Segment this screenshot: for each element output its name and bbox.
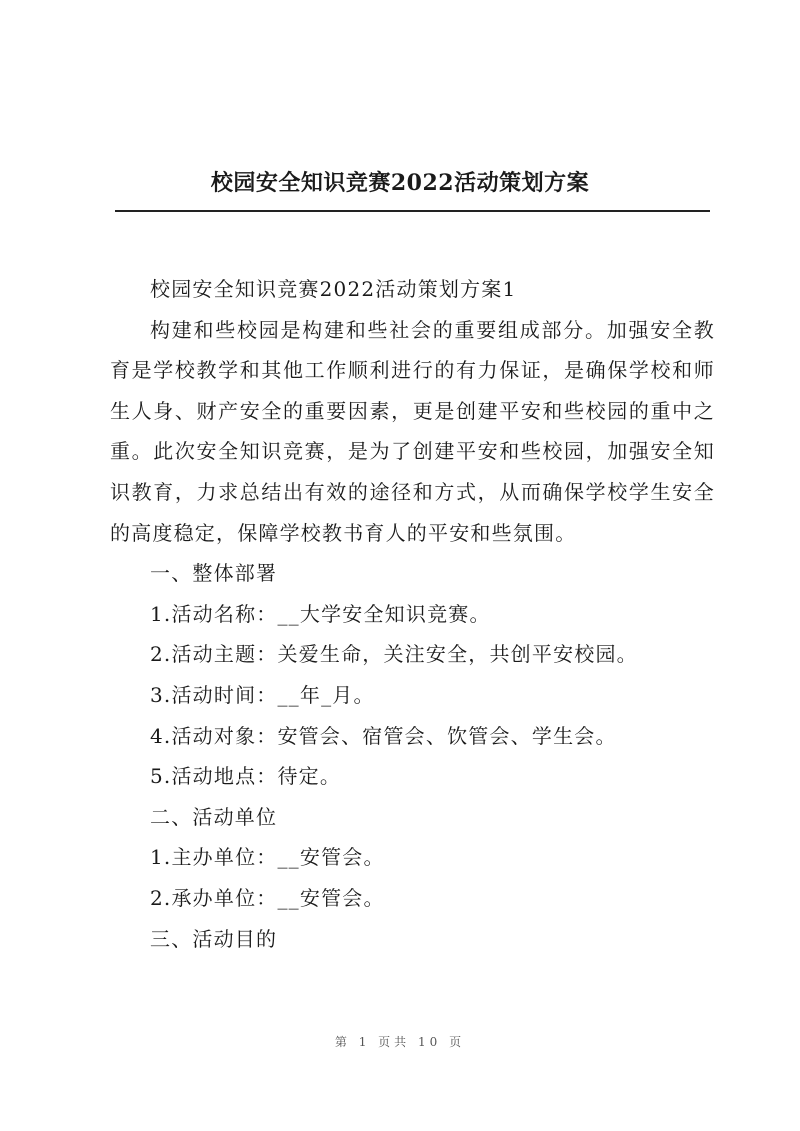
section-heading: 一、整体部署 [150,561,278,586]
list-item: 4.活动对象：安管会、宿管会、饮管会、学生会。 [150,723,617,748]
list-item: 5.活动地点：待定。 [150,764,342,789]
page-number-footer: 第 1 页共 10 页 [334,1035,466,1049]
title-underline [115,210,710,212]
list-item: 3.活动时间：__年_月。 [150,682,375,707]
intro-paragraph: 构建和些校园是构建和些社会的重要组成部分。加强安全教育是学校教学和其他工作顺利进行的有力保证，是确保学校和师生人身、财产安全的重要因素，更是创建平安和些校园的重中之重。此次安全知识竞赛，是为了创建平安和些校园，加强安全知识教育，力求总结出有效的途径和方式，从而确保学校学生安全的高度稳定，保障学校教书育人的平安和些氛围。 [110,317,715,545]
list-item: 2.活动主题：关爱生命，关注安全，共创平安校园。 [150,642,638,667]
section-heading: 二、活动单位 [150,804,278,829]
section-heading: 三、活动目的 [150,926,278,951]
document-title: 校园安全知识竞赛2022活动策划方案 [210,170,590,196]
document-body [110,269,715,959]
list-item: 1.主办单位：__安管会。 [150,845,385,870]
section-heading: 校园安全知识竞赛2022活动策划方案1 [150,277,517,301]
list-item: 1.活动名称：__大学安全知识竞赛。 [150,601,491,626]
list-item: 2.承办单位：__安管会。 [150,885,385,910]
